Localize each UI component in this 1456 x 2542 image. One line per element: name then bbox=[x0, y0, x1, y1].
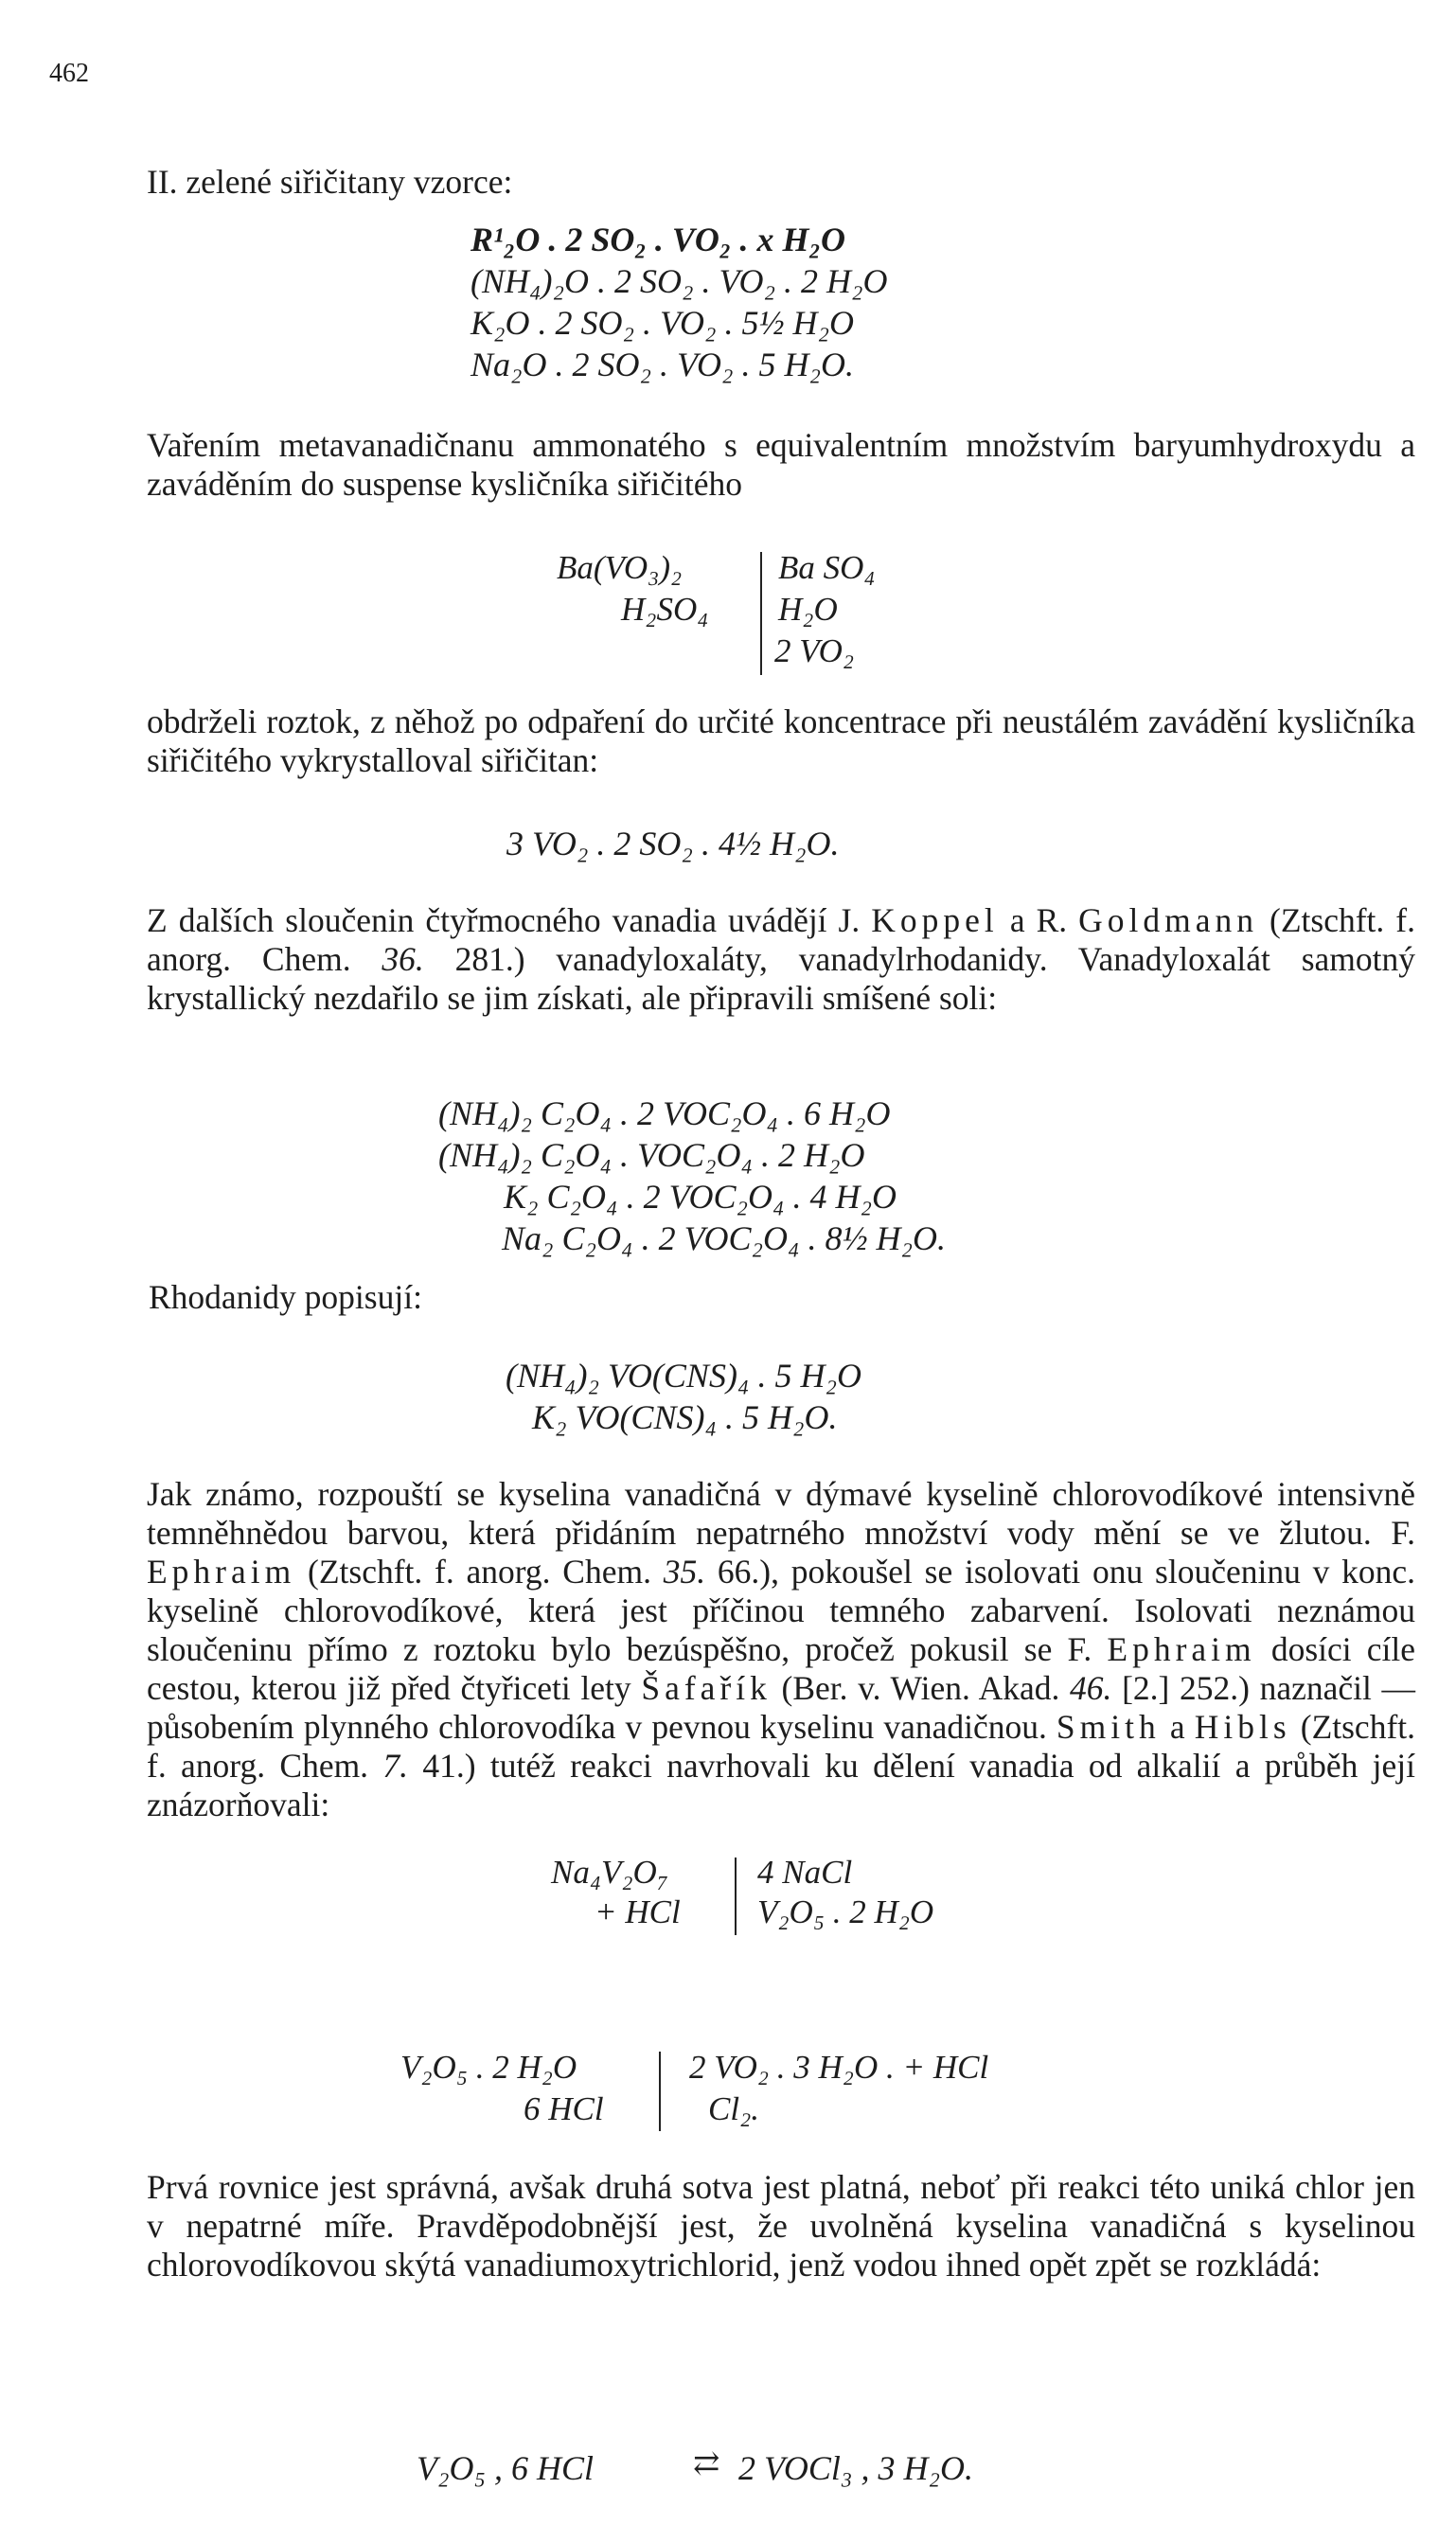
formula-sodium: Na₂O . 2 SO₂ . VO₂ . 5 H₂O. bbox=[471, 346, 854, 383]
author-koppel: Koppel bbox=[871, 901, 999, 939]
oxalate-sodium: Na₂ C₂O₄ . 2 VOC₂O₄ . 8½ H₂O. bbox=[502, 1219, 947, 1257]
paragraph-ephraim bbox=[147, 1475, 1415, 1824]
reaction2-right-2: V₂O₅ . 2 H₂O bbox=[757, 1893, 934, 1930]
p4-text-5: (Ber. v. Wien. Akad. bbox=[781, 1669, 1060, 1707]
paragraph-koppel bbox=[147, 901, 1415, 1018]
rhodanidy-label: Rhodanidy popisují: bbox=[149, 1278, 422, 1316]
equilibrium-arrow-icon: ⇄ bbox=[693, 2446, 720, 2481]
reaction3-left-2: 6 HCl bbox=[524, 2090, 604, 2127]
p3-text-3: (Ztschft. f. anorg. Chem. bbox=[147, 901, 1416, 978]
paragraph-conclusion: Prvá rovnice jest správná, avšak druhá sotva jest platná, neboť při reakci této uniká chlor jen v nepatrné míře. Pravděpodobnější jest, že uvolněná kyselina vanadičná s kyselinou chlorovodíkovou skýtá vanadiumoxytrichlorid, jenž vodou ihned opět zpět se rozkládá: bbox=[147, 2168, 1415, 2284]
p3-text-1: Z dalších sloučenin čtyřmocného vanadia uvádějí J. bbox=[147, 901, 861, 939]
reaction2-divider bbox=[735, 1858, 737, 1935]
p4-text-9: 41.) tutéž reakci navrhovali ku dělení vanadia od alkalií a průběh její znázorňovali: bbox=[147, 1747, 1416, 1823]
final-eq-right: 2 VOCl₃ , 3 H₂O. bbox=[738, 2449, 973, 2487]
p4-volume-3: 7. bbox=[382, 1747, 409, 1785]
formula-ammonium: (NH₄)₂O . 2 SO₂ . VO₂ . 2 H₂O bbox=[471, 262, 888, 300]
author-safarik: Šafařík bbox=[641, 1669, 772, 1707]
final-eq-left: V₂O₅ , 6 HCl bbox=[417, 2449, 595, 2487]
rhodanide-ammonium: (NH₄)₂ VO(CNS)₄ . 5 H₂O bbox=[506, 1357, 861, 1395]
author-hibls: Hibls bbox=[1194, 1708, 1291, 1746]
reaction2-left-2: + HCl bbox=[595, 1893, 681, 1930]
reaction3-right-1: 2 VO₂ . 3 H₂O . + HCl bbox=[689, 2049, 989, 2086]
author-ephraim-2: Ephraim bbox=[1107, 1630, 1256, 1668]
page-number: 462 bbox=[49, 59, 89, 88]
reaction1-right-3: 2 VO₂ bbox=[774, 632, 855, 669]
oxalate-ammonium-1: (NH₄)₂ C₂O₄ . 2 VOC₂O₄ . 6 H₂O bbox=[438, 1094, 891, 1132]
reaction2-left-1: Na₄V₂O₇ bbox=[551, 1854, 669, 1891]
paragraph-preparation: Vařením metavanadičnanu ammonatého s equivalentním množstvím baryumhydroxydu a zaváděním do suspense kysličníka siřičitého bbox=[147, 426, 1415, 503]
p4-text-4: dosíci cíle cestou, kterou již před čtyřiceti lety bbox=[147, 1630, 1416, 1707]
oxalate-potassium: K₂ C₂O₄ . 2 VOC₂O₄ . 4 H₂O bbox=[504, 1178, 897, 1216]
p4-volume-2: 46. bbox=[1070, 1669, 1112, 1707]
reaction1-left-1: Ba(VO₃)₂ bbox=[557, 549, 683, 586]
paragraph-result: obdrželi roztok, z něhož po odpaření do určité koncentrace při neustálém zavádění kysličníka siřičitého vykrystalloval siřičitan: bbox=[147, 702, 1415, 779]
p3-text-2: a R. bbox=[1009, 901, 1068, 939]
p4-text-1: Jak známo, rozpouští se kyselina vanadičná v dýmavé kyselině chlorovodíkové intensivně temněhnědou barvou, která přidáním nepatrného množství vody mění se ve žlutou. F. bbox=[147, 1475, 1415, 1552]
reaction2-right-1: 4 NaCl bbox=[757, 1854, 853, 1891]
oxalate-ammonium-2: (NH₄)₂ C₂O₄ . VOC₂O₄ . 2 H₂O bbox=[438, 1136, 865, 1174]
p3-text-4: 281.) vanadyloxaláty, vanadylrhodanidy. Vanadyloxalát samotný krystallický nezdařilo se jim získati, ale připravili smíšené soli: bbox=[147, 940, 1415, 1017]
reaction3-divider bbox=[659, 2052, 661, 2131]
reaction1-right-1: Ba SO₄ bbox=[778, 549, 876, 586]
reaction3-right-2: Cl₂. bbox=[708, 2090, 759, 2127]
formula-general: R¹₂O . 2 SO₂ . VO₂ . x H₂O bbox=[471, 221, 846, 258]
p4-volume-1: 35. bbox=[663, 1553, 706, 1591]
p4-text-6: [2.] 252.) naznačil — působením plynného chlorovodíka v pevnou kyselinu vanadičnou. bbox=[147, 1669, 1416, 1746]
rhodanide-potassium: K₂ VO(CNS)₄ . 5 H₂O. bbox=[532, 1398, 838, 1436]
reaction1-divider bbox=[760, 552, 762, 675]
author-goldmann: Goldmann bbox=[1078, 901, 1259, 939]
p4-text-3: 66.), pokoušel se isolovati onu sloučeninu v konc. kyselině chlorovodíkové, která jest příčinou temného zabarvení. Isolovati neznámou sloučeninu přímo z roztoku bylo bezúspěšno, pročež pokusil se F. bbox=[147, 1553, 1416, 1668]
reaction3-left-1: V₂O₅ . 2 H₂O bbox=[400, 2049, 577, 2086]
formula-sulfite: 3 VO₂ . 2 SO₂ . 4½ H₂O. bbox=[506, 825, 840, 862]
p3-volume: 36. bbox=[382, 940, 424, 978]
reaction1-right-2: H₂O bbox=[778, 591, 838, 628]
section-heading: II. zelené siřičitany vzorce: bbox=[147, 163, 513, 201]
reaction1-left-2: H₂SO₄ bbox=[621, 591, 709, 628]
author-ephraim-1: Ephraim bbox=[147, 1553, 296, 1591]
p4-text-7: a bbox=[1169, 1708, 1185, 1746]
p4-text-8: (Ztschft. f. anorg. Chem. bbox=[147, 1708, 1416, 1785]
author-smith: Smith bbox=[1056, 1708, 1161, 1746]
formula-potassium: K₂O . 2 SO₂ . VO₂ . 5½ H₂O bbox=[471, 304, 854, 342]
p4-text-2: (Ztschft. f. anorg. Chem. bbox=[308, 1553, 651, 1591]
